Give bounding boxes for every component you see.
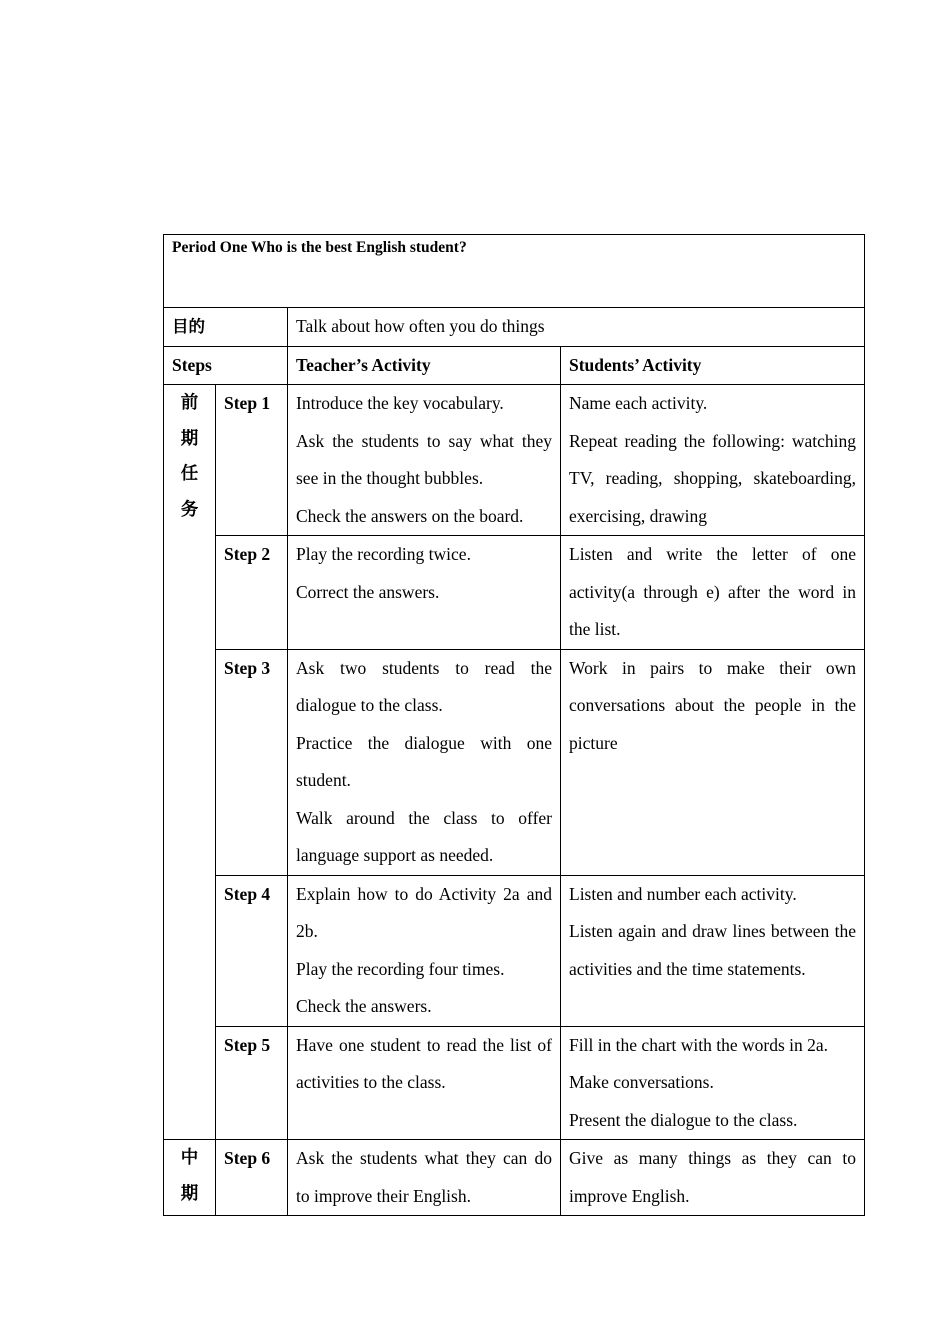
phase-cell-pre-task — [164, 385, 216, 1140]
step-label: Step 2 — [216, 536, 288, 650]
table-row — [164, 1026, 865, 1140]
activity-line: Repeat reading the following: watching TV, reading, shopping, skateboarding, exercising, drawing — [569, 430, 857, 526]
activity-line: Play the recording four times. — [296, 958, 505, 979]
phase-char: 期 — [180, 1182, 199, 1203]
activity-line: Work in pairs to make their own conversations about the people in the picture — [569, 657, 857, 753]
activity-line: Ask the students to say what they see in the thought bubbles. — [296, 430, 552, 488]
purpose-row — [164, 308, 865, 347]
students-activity — [561, 385, 865, 536]
teacher-activity — [288, 1026, 561, 1140]
teacher-activity — [288, 649, 561, 875]
students-activity — [561, 1140, 865, 1216]
phase-char: 务 — [180, 498, 199, 519]
step-label: Step 6 — [216, 1140, 288, 1216]
activity-line: Play the recording twice. — [296, 544, 471, 564]
table-row — [164, 1140, 865, 1216]
phase-cell-while-task — [164, 1140, 216, 1216]
period-title: Period One Who is the best English student? — [164, 235, 865, 308]
header-row — [164, 346, 865, 385]
activity-line: Ask the students what they can do to improve their English. — [296, 1148, 552, 1206]
purpose-text: Talk about how often you do things — [288, 308, 865, 347]
phase-char: 中 — [180, 1147, 199, 1167]
activity-line: Make conversations. — [569, 1072, 714, 1092]
activity-line: Walk around the class to offer language support as needed. — [296, 807, 552, 865]
teacher-activity — [288, 536, 561, 650]
students-activity — [561, 536, 865, 650]
activity-line: Introduce the key vocabulary. — [296, 393, 504, 413]
activity-line: Check the answers on the board. — [296, 505, 524, 526]
teacher-activity — [288, 875, 561, 1026]
activity-line: Name each activity. — [569, 393, 708, 413]
step-label: Step 3 — [216, 649, 288, 875]
activity-line: Listen and number each activity. — [569, 883, 797, 904]
activity-line: Ask two students to read the dialogue to the class. — [296, 657, 552, 715]
step-label: Step 4 — [216, 875, 288, 1026]
teacher-header: Teacher’s Activity — [288, 346, 561, 385]
activity-line: Listen and write the letter of one activity(a through e) after the word in the list. — [569, 544, 857, 639]
title-row — [164, 235, 865, 308]
activity-line: Have one student to read the list of activities to the class. — [296, 1034, 552, 1092]
phase-char: 前 — [180, 392, 199, 412]
lesson-plan-table — [163, 234, 865, 1216]
table-row — [164, 875, 865, 1026]
activity-line: Practice the dialogue with one student. — [296, 732, 552, 790]
students-activity — [561, 875, 865, 1026]
activity-line: Present the dialogue to the class. — [569, 1109, 798, 1130]
table-row — [164, 536, 865, 650]
activity-line: Fill in the chart with the words in 2a. — [569, 1034, 829, 1055]
activity-line: Check the answers. — [296, 996, 432, 1016]
teacher-activity — [288, 1140, 561, 1216]
activity-line: Give as many things as they can to improve English. — [569, 1148, 857, 1206]
phase-char: 期 — [180, 427, 199, 448]
activity-line: Correct the answers. — [296, 581, 440, 602]
steps-header: Steps — [164, 346, 288, 385]
step-label: Step 5 — [216, 1026, 288, 1140]
students-activity — [561, 1026, 865, 1140]
step-label: Step 1 — [216, 385, 288, 536]
phase-char: 任 — [180, 463, 199, 483]
activity-line: Listen again and draw lines between the activities and the time statements. — [569, 921, 857, 979]
table-row — [164, 649, 865, 875]
purpose-label: 目的 — [164, 308, 288, 347]
teacher-activity — [288, 385, 561, 536]
students-header: Students’ Activity — [561, 346, 865, 385]
table-row — [164, 385, 865, 536]
students-activity — [561, 649, 865, 875]
activity-line: Explain how to do Activity 2a and 2b. — [296, 883, 552, 941]
